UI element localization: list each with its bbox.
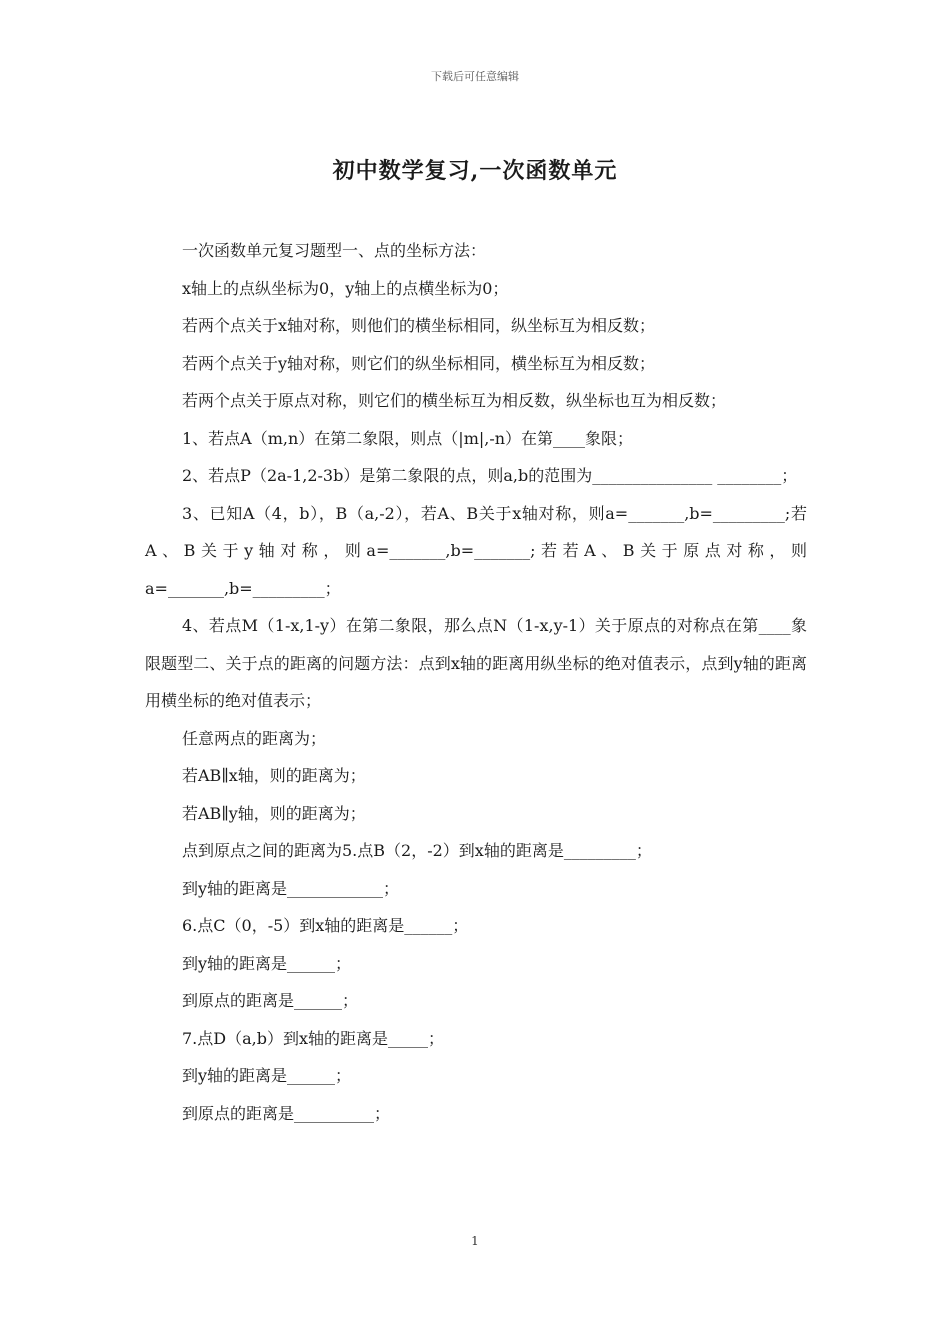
document-body (145, 232, 807, 1132)
question-1: 1、若点A（m,n）在第二象限，则点（|m|,-n）在第____象限； (182, 428, 634, 448)
question-2: 2、若点P（2a-1,2-3b）是第二象限的点，则a,b的范围为_______________ ________； (182, 466, 798, 485)
paragraph-2: x轴上的点纵坐标为0，y轴上的点横坐标为0； (182, 278, 509, 298)
page-number: 1 (471, 1234, 479, 1248)
question-6-y: 到y轴的距离是______； (182, 953, 352, 973)
question-3: 3、已知A（4，b），B（a,-2），若A、B关于x轴对称，则a=_______,b=_________;若A、B关于y轴对称，则a=_______,b=_______;若若A、B关于原点对称，则a=_______,b=_________； (145, 503, 807, 598)
question-7: 7.点D（a,b）到x轴的距离是_____； (182, 1028, 444, 1048)
question-5-y: 到y轴的距离是____________； (182, 878, 400, 898)
paragraph-distance-any: 任意两点的距离为； (182, 728, 327, 748)
question-5: 点到原点之间的距离为5.点B（2，-2）到x轴的距离是_________； (182, 841, 652, 860)
question-7-origin: 到原点的距离是__________； (182, 1103, 391, 1123)
question-7-y: 到y轴的距离是______； (182, 1066, 352, 1085)
paragraph-distance-y: 若AB∥y轴，则的距离为； (182, 803, 366, 823)
question-4: 4、若点M（1-x,1-y）在第二象限，那么点N（1-x,y-1）关于原点的对称点在第____象限题型二、关于点的距离的问题方法：点到x轴的距离用纵坐标的绝对值表示，点到y轴的距离用横坐标的绝对值表示； (145, 616, 807, 710)
paragraph-5: 若两个点关于原点对称，则它们的横坐标互为相反数，纵坐标也互为相反数； (182, 391, 727, 410)
document-title: 初中数学复习,一次函数单元 (332, 158, 618, 184)
paragraph-4: 若两个点关于y轴对称，则它们的纵坐标相同，横坐标互为相反数； (182, 353, 656, 373)
paragraph-distance-x: 若AB∥x轴，则的距离为； (182, 766, 366, 785)
header-note: 下载后可任意编辑 (431, 70, 519, 83)
question-6-origin: 到原点的距离是______； (182, 991, 359, 1010)
question-6: 6.点C（0，-5）到x轴的距离是______； (182, 916, 469, 935)
paragraph-3: 若两个点关于x轴对称，则他们的横坐标相同，纵坐标互为相反数； (182, 316, 656, 335)
paragraph-1: 一次函数单元复习题型一、点的坐标方法： (182, 241, 487, 260)
